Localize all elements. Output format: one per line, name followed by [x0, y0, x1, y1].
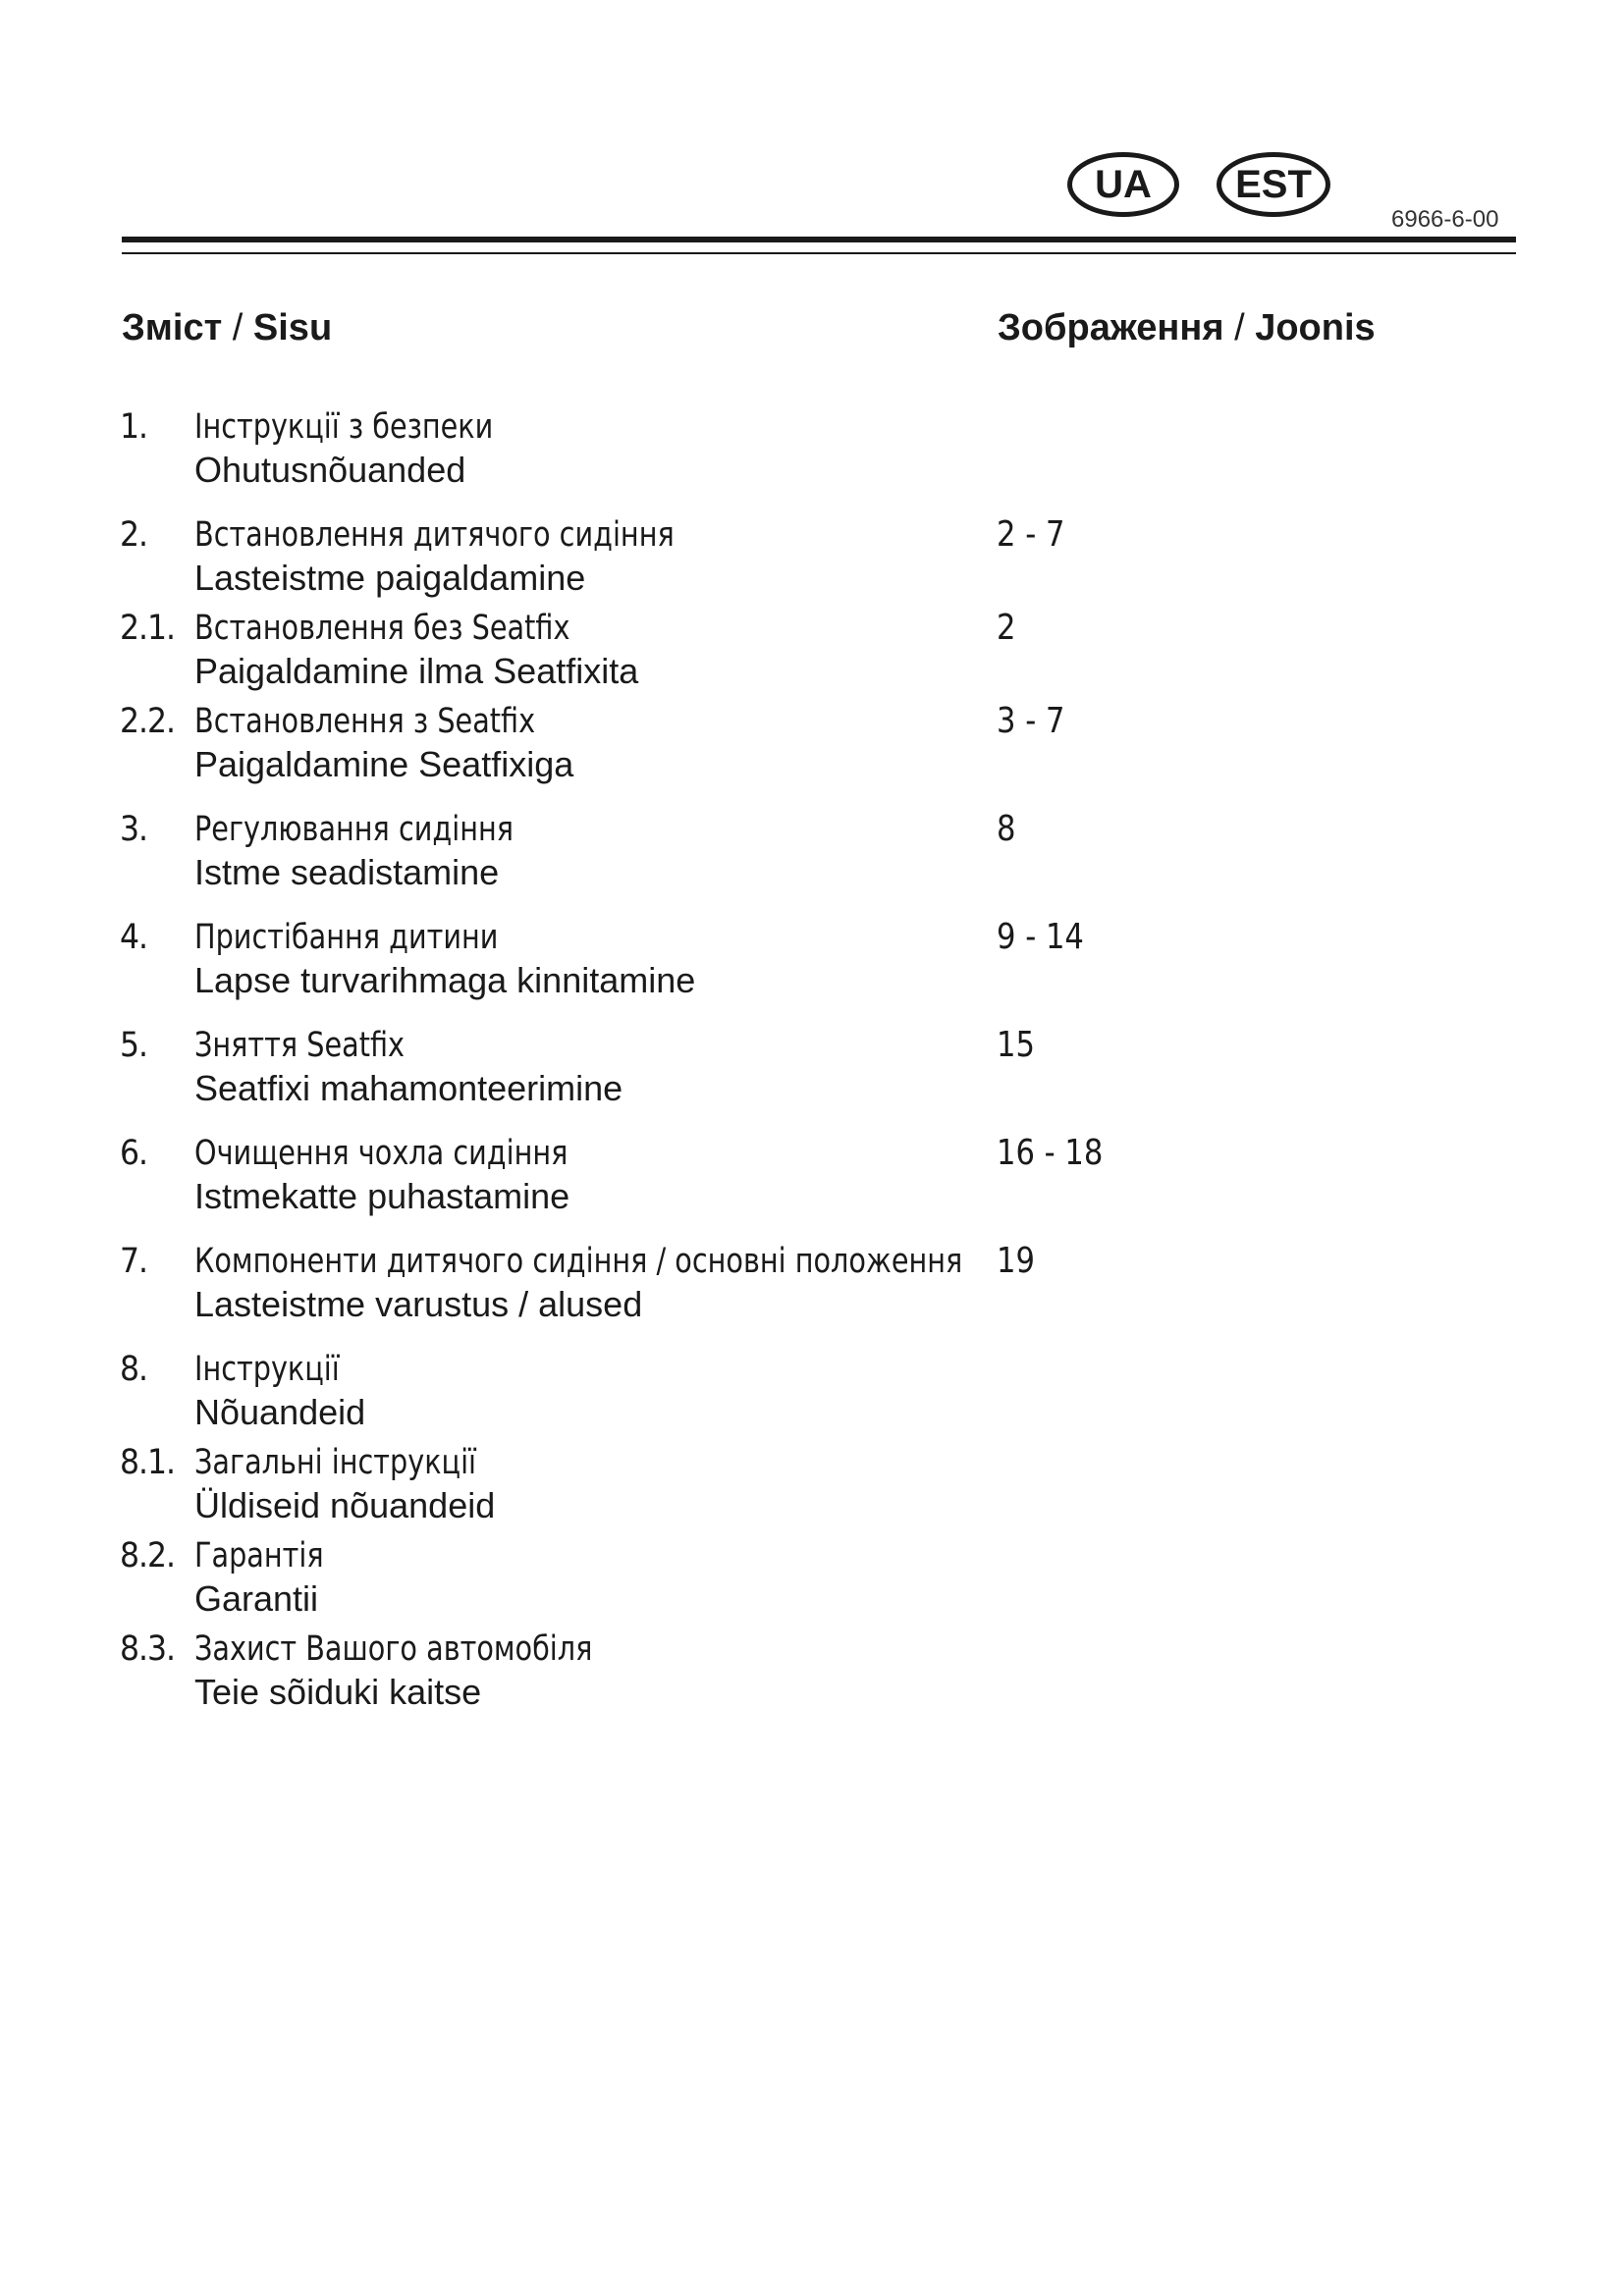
contents-heading: [122, 307, 332, 349]
heading-separator: /: [232, 307, 244, 348]
toc-title-ua: Встановлення з Seatfix: [194, 702, 536, 741]
toc-entry: [0, 1533, 1624, 1627]
figure-heading-et: Joonis: [1255, 307, 1376, 348]
toc-figure-ref: 16 - 18: [997, 1133, 1104, 1173]
toc-number: 4.: [120, 918, 148, 957]
toc-entry: [0, 1023, 1624, 1116]
toc-title-ua: Компоненти дитячого сидіння / основні положення: [194, 1242, 963, 1281]
toc-figure-ref: 3 - 7: [997, 701, 1065, 741]
toc-title-et: Lasteistme varustus / alused: [194, 1284, 643, 1324]
toc-entry: [0, 1347, 1624, 1440]
toc-title-ua: Встановлення без Seatfix: [194, 609, 570, 648]
toc-title-ua: Інструкції: [194, 1350, 340, 1389]
toc-entry: [0, 699, 1624, 792]
toc-entry: [0, 512, 1624, 606]
toc-title-et: Lasteistme paigaldamine: [194, 558, 586, 598]
toc-entry: [0, 1440, 1624, 1533]
toc-title-et: Istmekatte puhastamine: [194, 1176, 570, 1216]
toc-title-ua: Зняття Seatfix: [194, 1026, 406, 1065]
toc-title-et: Nõuandeid: [194, 1392, 366, 1432]
toc-title-et: Paigaldamine Seatfixiga: [194, 744, 574, 784]
toc-number: 2.2.: [120, 702, 176, 741]
toc-entry: [0, 606, 1624, 699]
toc-number: 7.: [120, 1242, 148, 1281]
toc-title-ua: Регулювання сидіння: [194, 810, 514, 849]
toc-title-et: Üldiseid nõuandeid: [194, 1485, 496, 1525]
figure-heading: [998, 307, 1376, 349]
toc-figure-ref: 2: [997, 608, 1016, 648]
toc-title-et: Lapse turvarihmaga kinnitamine: [194, 960, 696, 1000]
heading-separator: /: [1234, 307, 1245, 348]
toc-figure-ref: 9 - 14: [997, 917, 1084, 957]
toc-title-et: Seatfixi mahamonteerimine: [194, 1068, 623, 1108]
contents-heading-ua: Зміст: [122, 307, 223, 348]
toc-title-ua: Очищення чохла сидіння: [194, 1134, 568, 1173]
toc-number: 6.: [120, 1134, 148, 1173]
toc-title-ua: Пристібання дитини: [194, 918, 499, 957]
lang-badge-ua: UA: [1067, 152, 1179, 217]
toc-entry: [0, 915, 1624, 1008]
figure-heading-ua: Зображення: [998, 307, 1224, 348]
toc-title-ua: Загальні інструкції: [194, 1443, 477, 1482]
toc-number: 2.: [120, 515, 148, 555]
toc-entry: [0, 807, 1624, 900]
toc-entry: [0, 1239, 1624, 1332]
toc-title-ua: Захист Вашого автомобіля: [194, 1629, 593, 1669]
toc-number: 8.: [120, 1350, 148, 1389]
toc-entry: [0, 404, 1624, 498]
lang-badge-est: EST: [1217, 152, 1330, 217]
toc-number: 5.: [120, 1026, 148, 1065]
toc-title-et: Ohutusnõuanded: [194, 450, 466, 490]
toc-number: 8.1.: [120, 1443, 176, 1482]
toc-figure-ref: 2 - 7: [997, 514, 1065, 555]
toc-title-et: Istme seadistamine: [194, 852, 500, 892]
toc-number: 8.2.: [120, 1536, 176, 1575]
toc-number: 2.1.: [120, 609, 176, 648]
header-rule-thick: [122, 237, 1516, 242]
contents-heading-et: Sisu: [252, 307, 333, 348]
toc-figure-ref: 15: [997, 1025, 1035, 1065]
toc-figure-ref: 8: [997, 809, 1016, 849]
toc-entry: [0, 1131, 1624, 1224]
toc-title-et: Paigaldamine ilma Seatfixita: [194, 651, 639, 691]
toc-number: 3.: [120, 810, 148, 849]
header-rule-thin: [122, 252, 1516, 254]
toc-title-ua: Інструкції з безпеки: [194, 407, 494, 447]
toc-title-et: Garantii: [194, 1578, 319, 1619]
toc-entry: [0, 1627, 1624, 1720]
toc-number: 8.3.: [120, 1629, 176, 1669]
document-code: 6966-6-00: [1391, 206, 1499, 233]
toc-title-ua: Гарантія: [194, 1536, 324, 1575]
toc-title-ua: Встановлення дитячого сидіння: [194, 515, 675, 555]
toc-figure-ref: 19: [997, 1241, 1035, 1281]
toc-title-et: Teie sõiduki kaitse: [194, 1672, 482, 1712]
toc-number: 1.: [120, 407, 148, 447]
